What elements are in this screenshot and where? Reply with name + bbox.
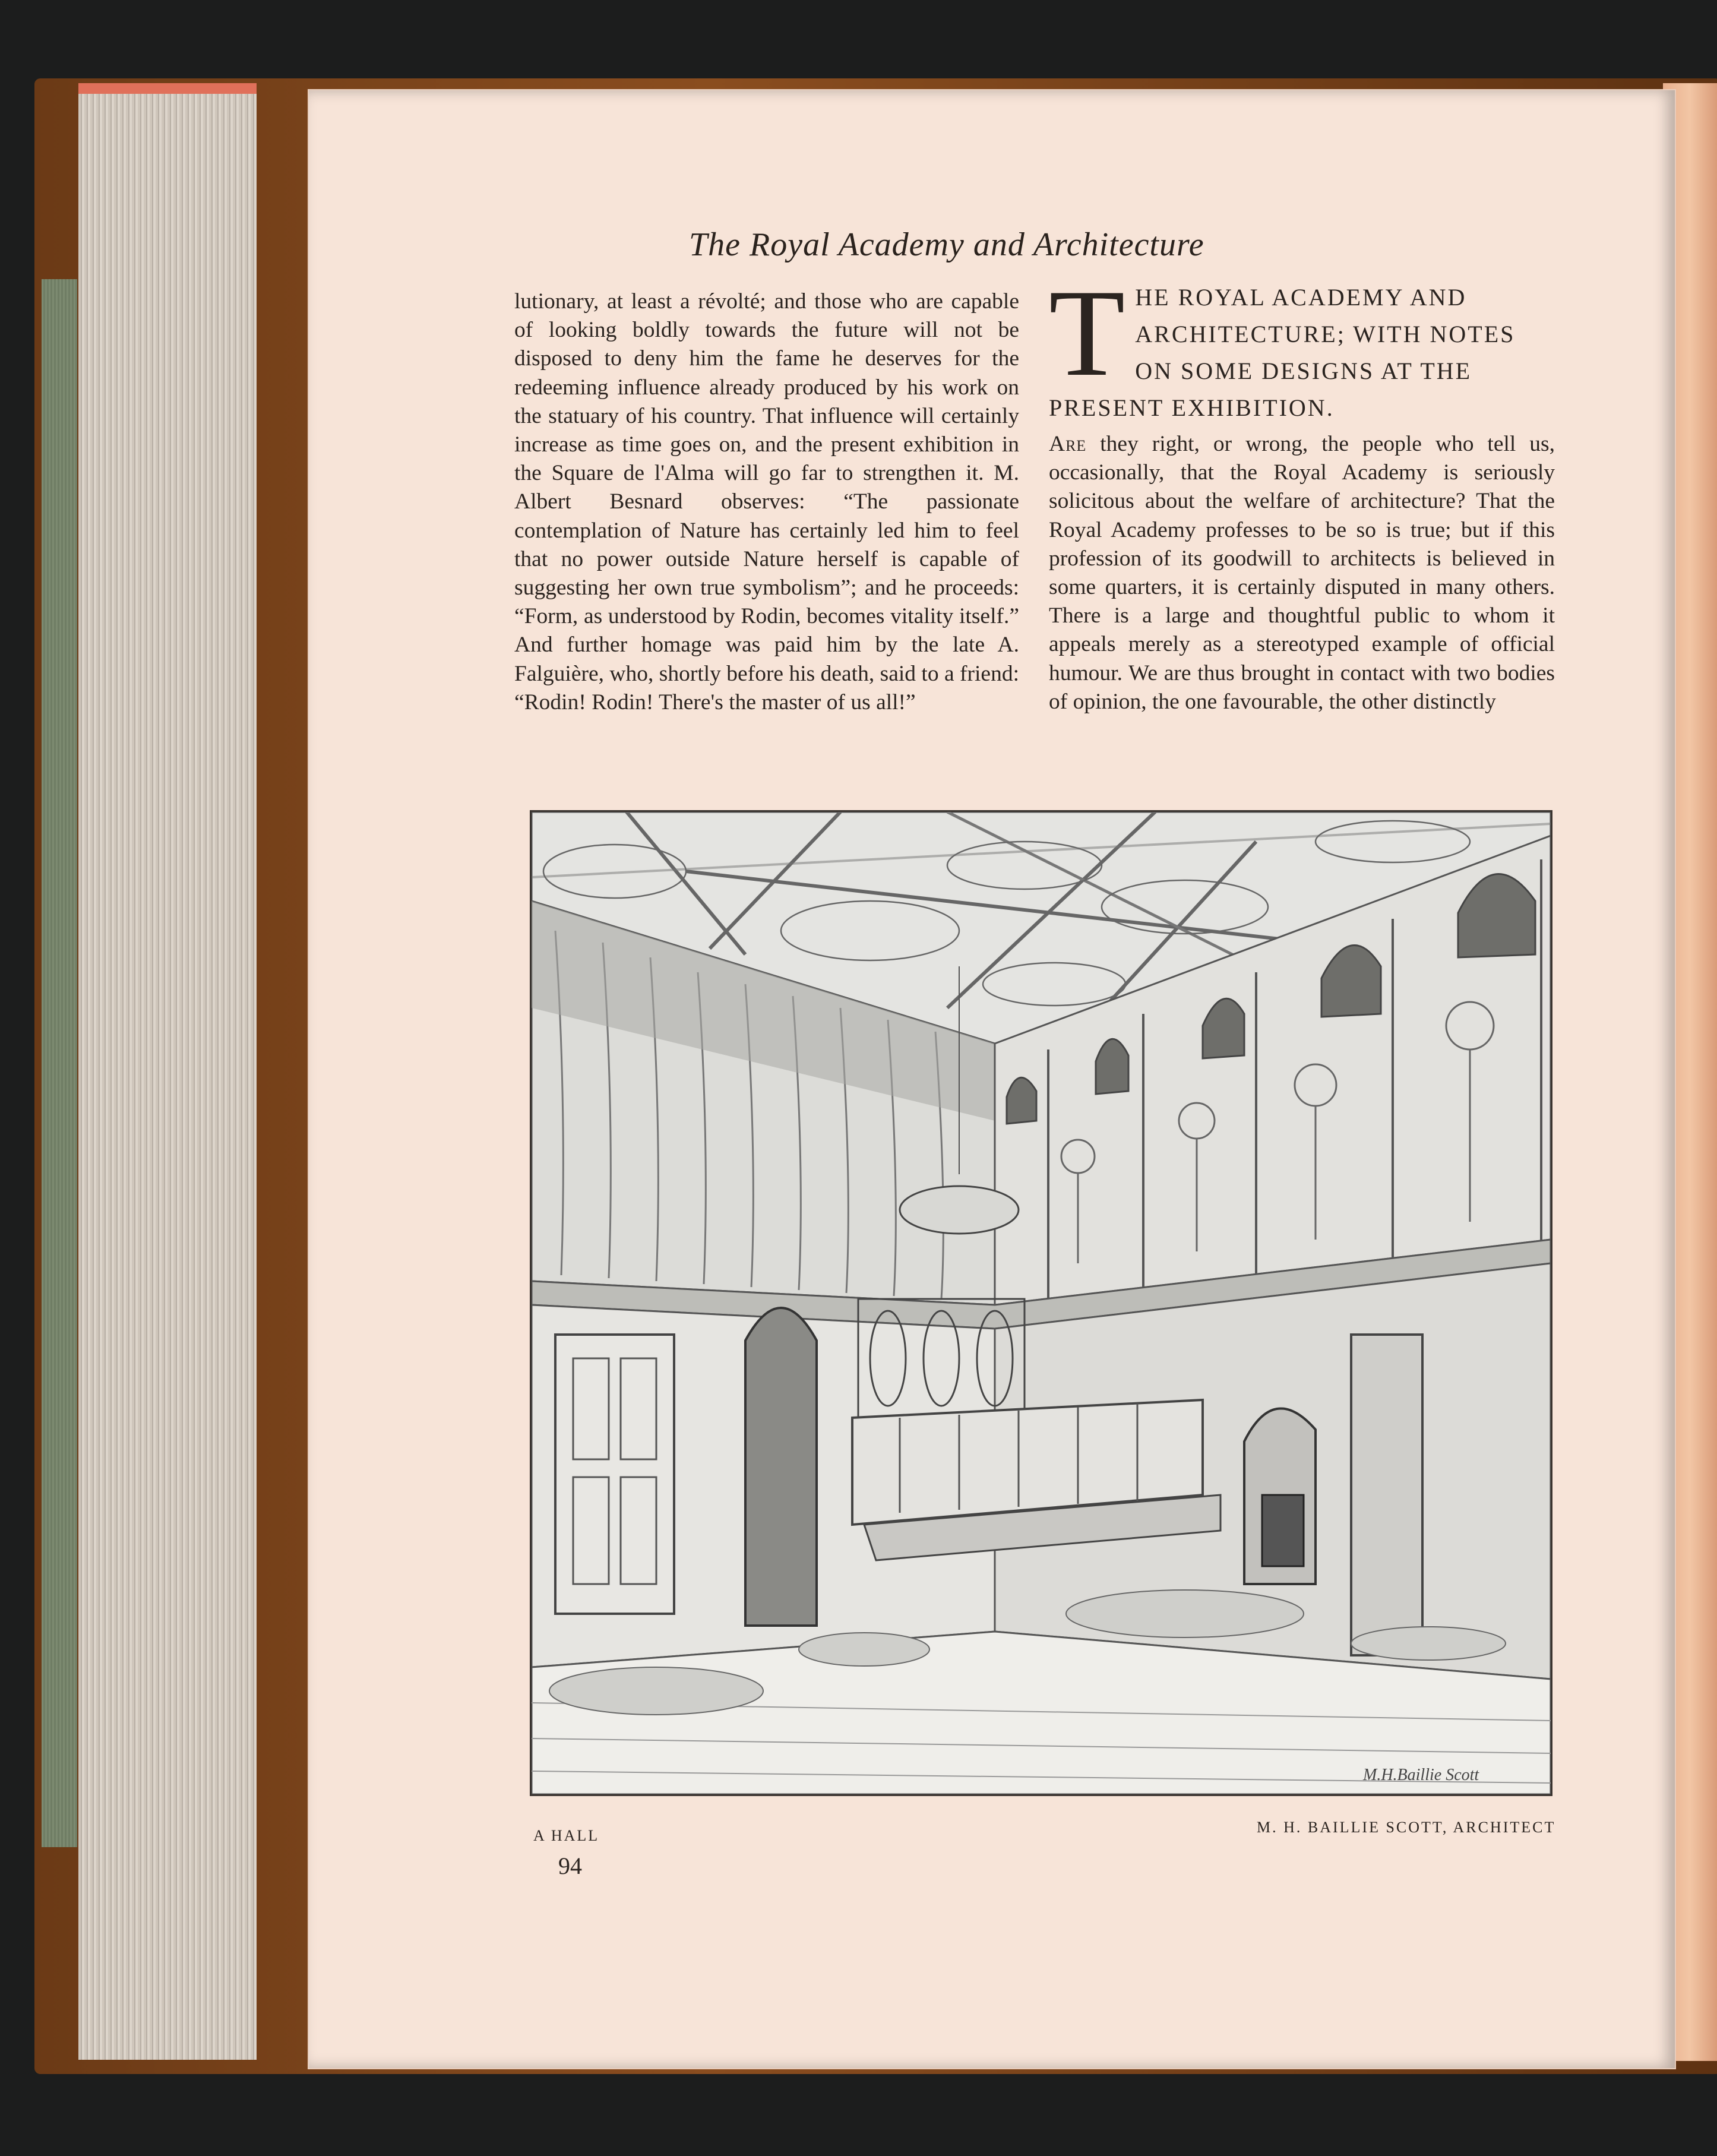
left-column-text: lutionary, at least a révolté; and those who are capable of looking boldly towards the future will not be disposed to deny him the fame he deserves for the redeeming influence already produced by his work on the statuary of his country. That influence will certainly increase as time goes on, and the present exhibition in the Square de l'Alma will go far to strengthen it. M. Albert Besnard observes: “The passionate contemplation of Nature has certainly led him to feel that no power outside Nature herself is capable of suggesting her own true symbolism”; and he proceeds: “Form, as understood by Rodin, becomes vitality itself.” And further homage was paid him by the late A. Falguière, who, shortly before his death, said to a friend: “Rodin! Rodin! There's the master of us all!” [514, 289, 1019, 715]
article-body: they right, or wrong, the people who tell us, occasionally, that the Royal Academy is seriously solicitous about the welfare of architecture? That the Royal Academy professes to be so is true; but if this profession of its goodwill to architects is believed in some quarters, it is certainly disputed in many others. There is a large and thoughtful public to whom it appeals merely as a stereotyped example of official humour. We are thus brought in contact with two bodies of opinion, the one favourable, the other distinctly [1049, 432, 1555, 714]
article-heading [1049, 264, 1555, 426]
spine-cloth [42, 279, 77, 1847]
figure-caption-title: A HALL [533, 1827, 600, 1844]
page-edges [78, 83, 257, 2060]
running-head: The Royal Academy and Architecture [689, 226, 1204, 263]
artist-signature: M.H.Baillie Scott [1363, 1766, 1479, 1784]
hall-illustration [530, 810, 1552, 1796]
lead-word: Are [1049, 432, 1087, 456]
drop-cap: T [1049, 264, 1127, 402]
article-title: HE ROYAL ACADEMY AND ARCHITECTURE; WITH NOTES ON SOME DESIGNS AT THE PRESENT EXHIBITION. [1049, 284, 1516, 421]
right-column-text [1049, 430, 1555, 716]
page-number: 94 [558, 1852, 582, 1879]
hall-drawing [532, 812, 1551, 1794]
figure-caption-credit: M. H. BAILLIE SCOTT, ARCHITECT [1257, 1819, 1556, 1836]
